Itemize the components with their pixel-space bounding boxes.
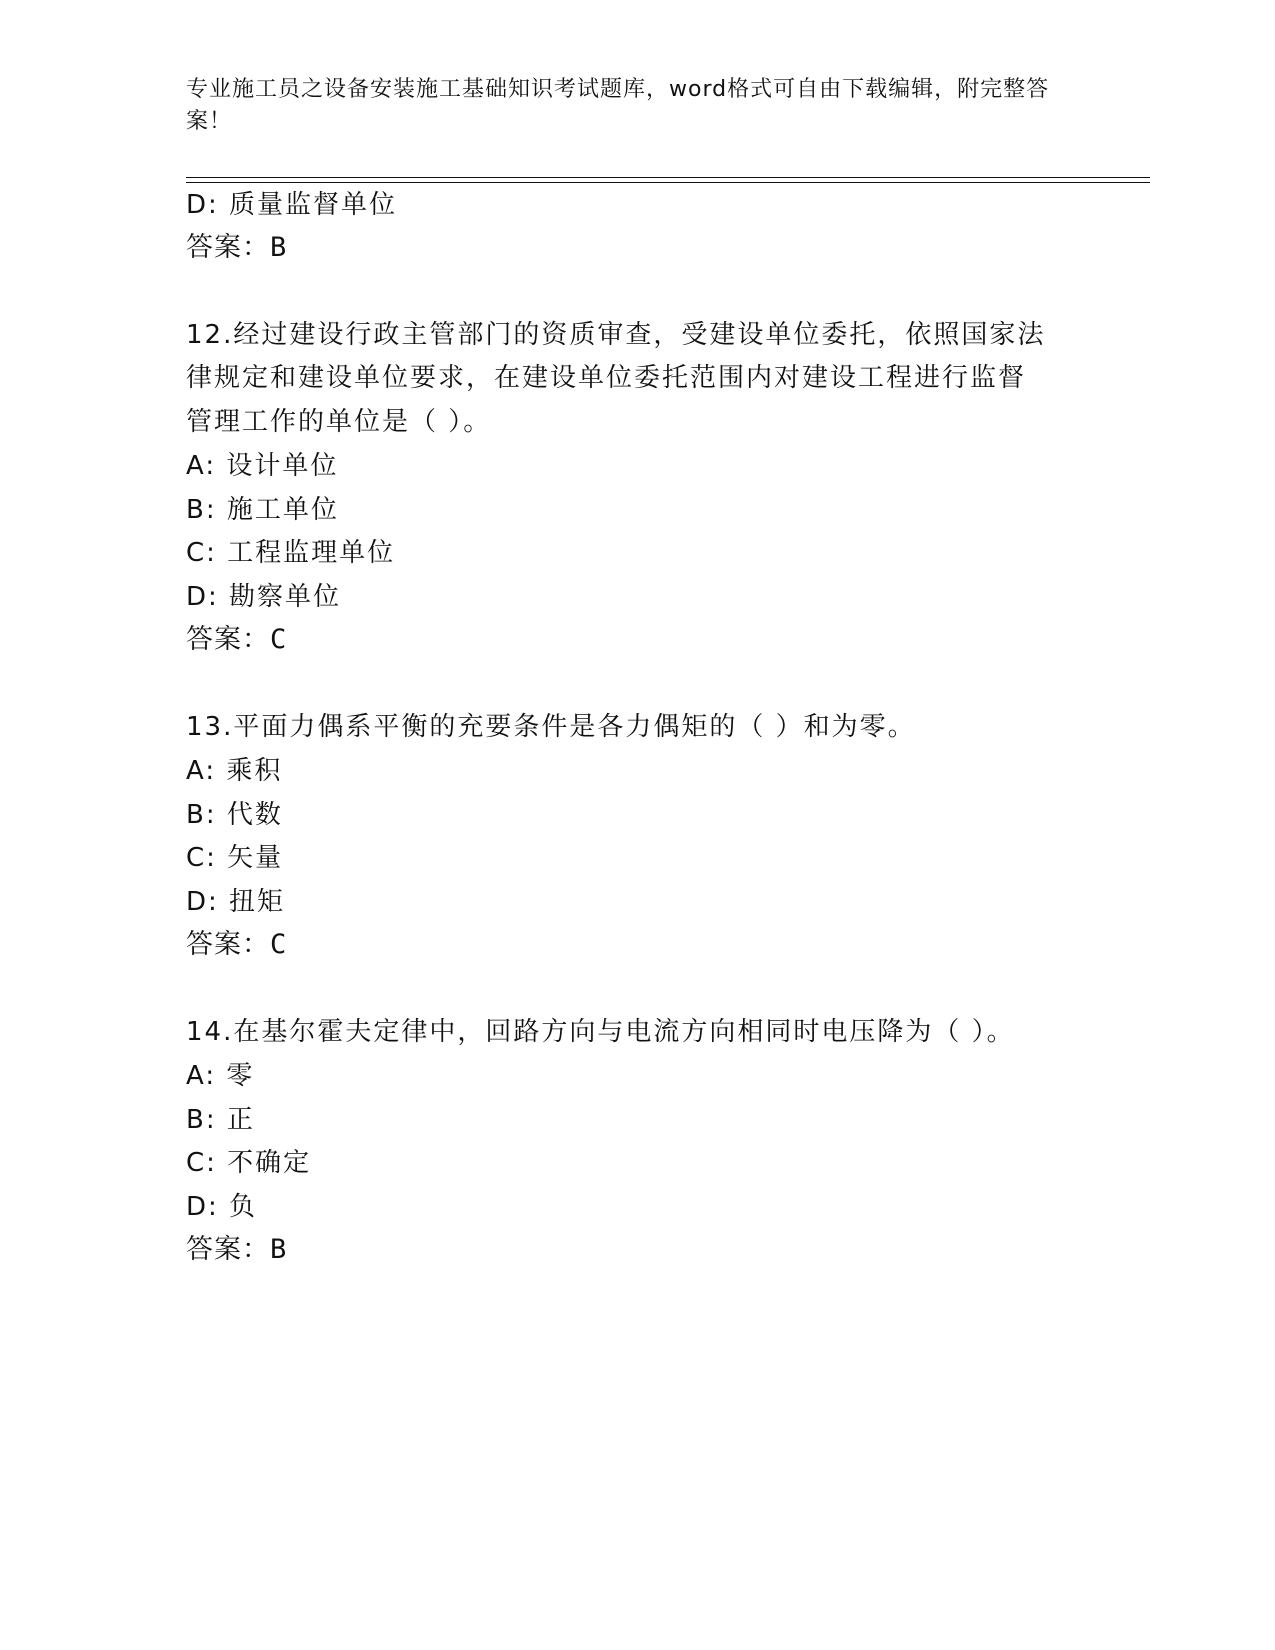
question-13-option-b: B: 代数 — [186, 800, 283, 830]
question-12-option-c: C: 工程监理单位 — [186, 538, 396, 568]
answer-value: C — [270, 624, 288, 655]
question-14-option-d: D: 负 — [186, 1192, 258, 1222]
question-13-text: 13.平面力偶系平衡的充要条件是各力偶矩的（ ）和为零。 — [186, 712, 916, 742]
question-12-option-d: D: 勘察单位 — [186, 582, 342, 612]
question-14-answer — [186, 1233, 287, 1267]
answer-line — [186, 231, 287, 265]
answer-label: 答案： — [186, 232, 270, 263]
question-14-option-a: A: 零 — [186, 1061, 255, 1091]
question-13-answer — [186, 928, 287, 962]
answer-value: B — [270, 1234, 288, 1265]
answer-label: 答案： — [186, 929, 270, 960]
question-14-option-c: C: 不确定 — [186, 1148, 312, 1178]
option-d: D: 质量监督单位 — [186, 190, 398, 220]
question-12-option-a: A: 设计单位 — [186, 451, 339, 481]
answer-value: B — [270, 232, 288, 263]
answer-value: C — [270, 929, 288, 960]
question-13-option-c: C: 矢量 — [186, 843, 284, 873]
answer-label: 答案： — [186, 1234, 270, 1265]
question-12-text-line-2: 律规定和建设单位要求，在建设单位委托范围内对建设工程进行监督 — [186, 363, 1027, 393]
question-12-text-line-3: 管理工作的单位是（ ）。 — [186, 407, 492, 437]
question-14-text: 14.在基尔霍夫定律中，回路方向与电流方向相同时电压降为（ ）。 — [186, 1017, 1015, 1047]
question-12-option-b: B: 施工单位 — [186, 495, 339, 525]
answer-label: 答案： — [186, 624, 270, 655]
question-13-option-a: A: 乘积 — [186, 756, 283, 786]
header-divider-bottom — [186, 182, 1150, 183]
header-divider-top — [186, 177, 1150, 178]
document-header: 专业施工员之设备安装施工基础知识考试题库，word格式可自由下载编辑，附完整答案！ — [186, 77, 1050, 134]
question-13-option-d: D: 扭矩 — [186, 887, 286, 917]
question-12-text-line-1: 12.经过建设行政主管部门的资质审查，受建设单位委托，依照国家法 — [186, 320, 1046, 350]
question-14-option-b: B: 正 — [186, 1105, 255, 1135]
question-12-answer — [186, 623, 287, 657]
